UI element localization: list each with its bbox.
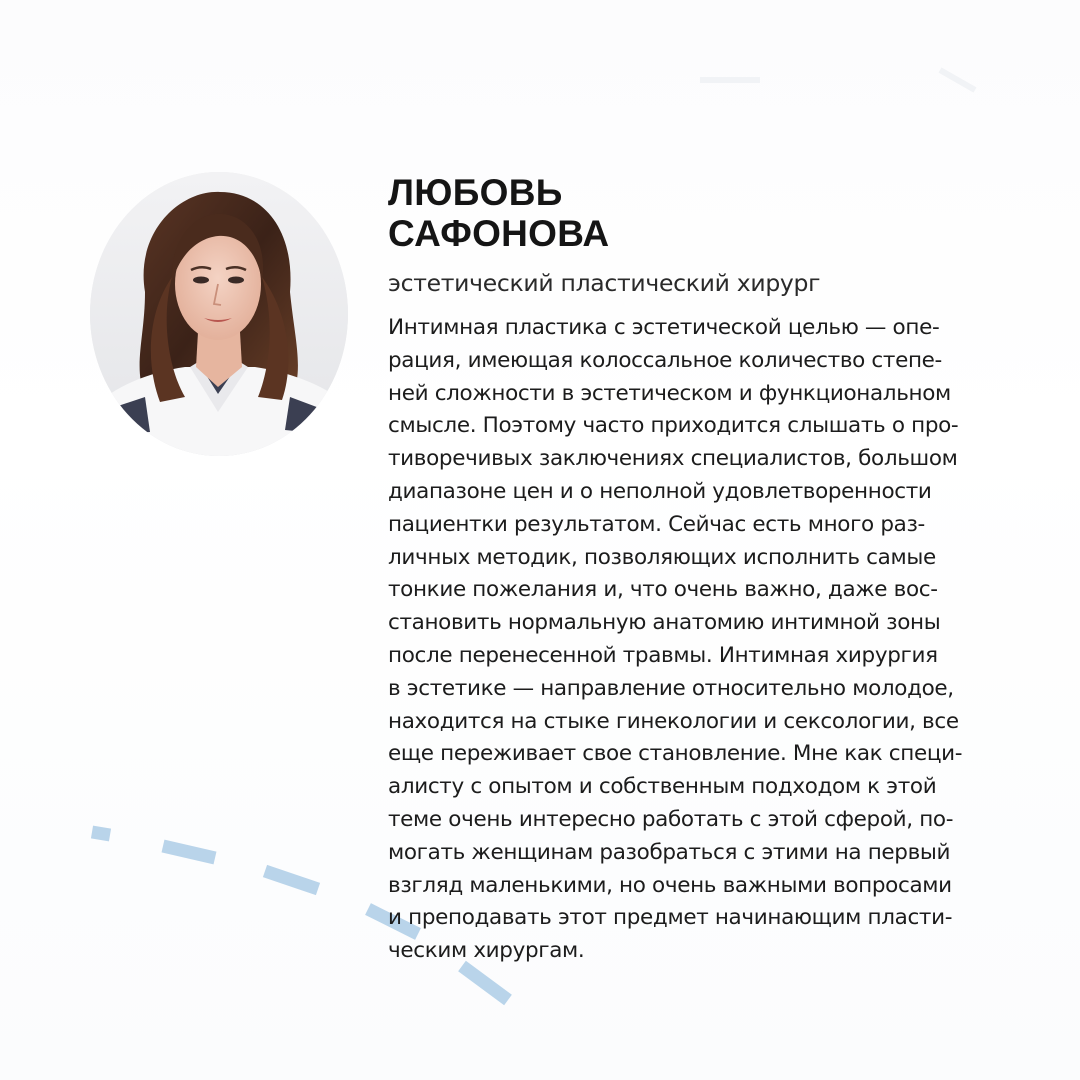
portrait-photo (90, 172, 348, 456)
text-line: в эстетике — направление относительно молодое, (388, 675, 954, 701)
text-line: рация, имеющая колоссальное количество степе- (388, 347, 942, 373)
text-line: тиворечивых заключениях специалистов, большом (388, 446, 958, 472)
text-line: диапазоне цен и о неполной удовлетворенности (388, 478, 932, 504)
quote-paragraph (388, 312, 962, 968)
text-line: еще переживает свое становление. Мне как специ- (388, 741, 963, 767)
person-name (388, 172, 609, 254)
text-line: становить нормальную анатомию интимной зоны (388, 610, 941, 636)
text-line: находится на стыке гинекологии и сексологии, все (388, 708, 959, 734)
text-line: ческим хирургам. (388, 938, 585, 964)
text-line: после перенесенной травмы. Интимная хирургия (388, 642, 938, 668)
text-line: ней сложности в эстетическом и функциональном (388, 380, 951, 406)
text-line: взгляд маленькими, но очень важными вопросами (388, 872, 952, 898)
text-line: алисту с опытом и собственным подходом к этой (388, 774, 937, 800)
text-line: Интимная пластика с эстетической целью — опе- (388, 315, 940, 340)
text-line: смысле. Поэтому часто приходится слышать о про- (388, 413, 959, 439)
text-line: тонкие пожелания и, что очень важно, даже вос- (388, 577, 938, 603)
text-line: могать женщинам разобраться с этими на первый (388, 839, 951, 865)
name-line-1: ЛЮБОВЬ (388, 172, 563, 213)
text-line: пациентки результатом. Сейчас есть много раз- (388, 511, 925, 537)
name-line-2: САФОНОВА (388, 213, 610, 254)
text-line: теме очень интересно работать с этой сферой, по- (388, 806, 954, 832)
person-role: эстетический пластический хирург (388, 269, 821, 297)
text-line: и преподавать этот предмет начинающим пласти- (388, 905, 953, 931)
text-line: личных методик, позволяющих исполнить самые (388, 544, 936, 570)
